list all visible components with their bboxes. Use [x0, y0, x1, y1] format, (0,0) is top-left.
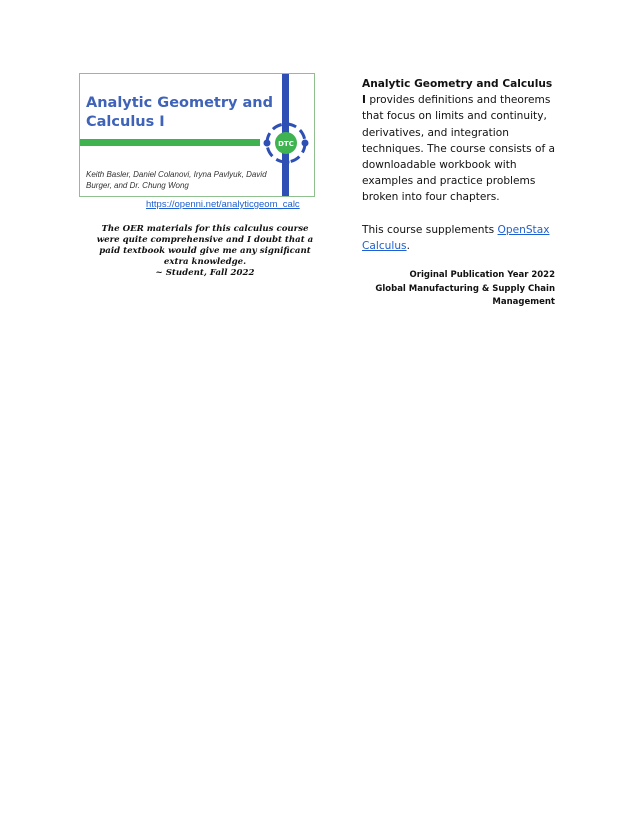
course-description — [362, 76, 558, 254]
quote-line: paid textbook would give me any significant — [99, 246, 311, 256]
supplement-suffix: . — [406, 239, 410, 252]
quote-line: extra knowledge. — [163, 257, 247, 267]
dtc-badge-text: DTC — [278, 140, 294, 148]
publication-info — [340, 269, 555, 310]
description-title: Analytic Geometry and Calculus I — [362, 78, 553, 107]
department: Global Manufacturing & Supply Chain Management — [375, 283, 555, 307]
quote-attribution: ~ Student, Fall 2022 — [155, 268, 255, 278]
cover-green-bar — [80, 139, 260, 146]
description-paragraph — [362, 76, 558, 206]
supplement-paragraph — [362, 222, 558, 254]
cover-authors: Keith Basler, Daniel Colanovi, Iryna Pavlyuk, David Burger, and Dr. Chung Wong — [86, 170, 267, 190]
book-cover — [79, 73, 315, 197]
description-body: provides definitions and theorems that focus on limits and continuity, derivatives, and integration techniques. The course consists of a downloadable workbook with examples and practice problems broken into four chapters. — [362, 94, 556, 204]
student-quote — [80, 224, 330, 279]
course-link[interactable]: https://openni.net/analyticgeom_calc — [146, 199, 300, 210]
quote-line: were quite comprehensive and I doubt that a — [96, 235, 314, 245]
supplement-prefix: This course supplements — [362, 223, 498, 236]
dtc-logo-icon — [260, 117, 312, 169]
publication-year: Original Publication Year 2022 — [409, 270, 555, 280]
openstax-link[interactable]: OpenStax Calculus — [362, 223, 550, 252]
quote-line: The OER materials for this calculus course — [101, 224, 309, 234]
cover-title: Analytic Geometry and Calculus I — [86, 95, 274, 130]
